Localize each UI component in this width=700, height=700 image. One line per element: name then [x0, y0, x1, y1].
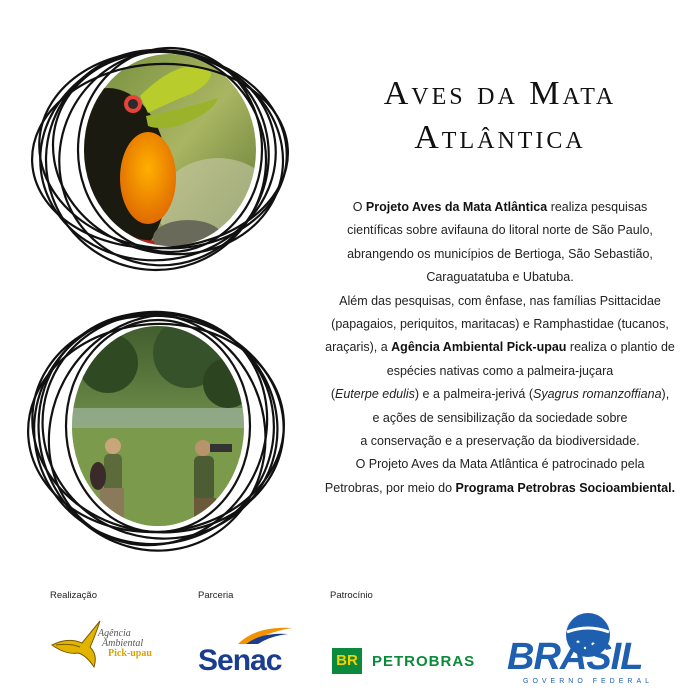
brasil-name: BRASIL [507, 636, 643, 678]
birdwatchers-photo-frame [18, 298, 290, 560]
brasil-logo [505, 610, 665, 690]
agency-name: Agência Ambiental Pick-upau [391, 340, 567, 355]
desc-line: (Euterpe edulis) e a palmeira-jerivá (Syagrus romanzoffiana), [330, 387, 670, 402]
project-name: Projeto Aves da Mata Atlântica [365, 200, 548, 214]
desc-line: araçaris), a Agência Ambiental Pick-upau realiza o plantio de [325, 340, 675, 355]
program-name: Programa Petrobras Socioambiental. [455, 480, 676, 495]
species-name: Syagrus romanzoffiana [533, 387, 662, 402]
realizacao-label: Realização [50, 590, 97, 601]
pickupau-logo [48, 615, 168, 675]
desc-line: (papagaios, periquitos, maritacas) e Ramphastidae (tucanos, [331, 317, 669, 332]
desc-line: a conservação e a preservação da biodiversidade. [360, 434, 640, 449]
title-line-2: Atlântica [414, 119, 586, 156]
desc-line: Além das pesquisas, com ênfase, nas famílias Psittacidae [339, 293, 661, 308]
senac-swoosh-icon [236, 624, 296, 646]
senac-logo [196, 622, 306, 682]
desc-line: O Projeto Aves da Mata Atlântica é patrocinado pela [355, 457, 645, 472]
page-title [330, 72, 670, 160]
senac-name: Senac [198, 644, 282, 677]
desc-line: Petrobras, por meio do Programa Petrobras Socioambiental. [324, 480, 676, 495]
desc-line: abrangendo os municípios de Bertioga, São Sebastião, [347, 246, 653, 261]
petrobras-logo [332, 648, 492, 678]
desc-line: científicas sobre avifauna do litoral norte de São Paulo, [347, 223, 653, 238]
toucan-photo [18, 38, 290, 278]
title-line-1: Aves da Mata [383, 75, 617, 112]
pickupau-line-3: Pick-upau [108, 648, 152, 659]
birdwatchers-photo [18, 298, 290, 560]
br-badge: BR [332, 648, 362, 674]
desc-line: Caraguatatuba e Ubatuba. [426, 270, 574, 285]
desc-line: O Projeto Aves da Mata Atlântica realiza pesquisas [352, 200, 648, 214]
toucan-photo-frame [18, 38, 290, 278]
governo-federal-label: GOVERNO FEDERAL [523, 678, 654, 685]
species-name: Euterpe edulis [334, 387, 415, 402]
pickupau-line-2: Ambiental [102, 638, 144, 649]
pickupau-line-1: Agência [98, 628, 131, 639]
desc-line: e ações de sensibilização da sociedade sobre [372, 410, 628, 425]
patrocinio-label: Patrocínio [330, 590, 373, 601]
desc-line: espécies nativas como a palmeira-juçara [386, 363, 614, 378]
petrobras-name: PETROBRAS [372, 653, 476, 670]
project-description [318, 196, 682, 500]
parceria-label: Parceria [198, 590, 234, 601]
